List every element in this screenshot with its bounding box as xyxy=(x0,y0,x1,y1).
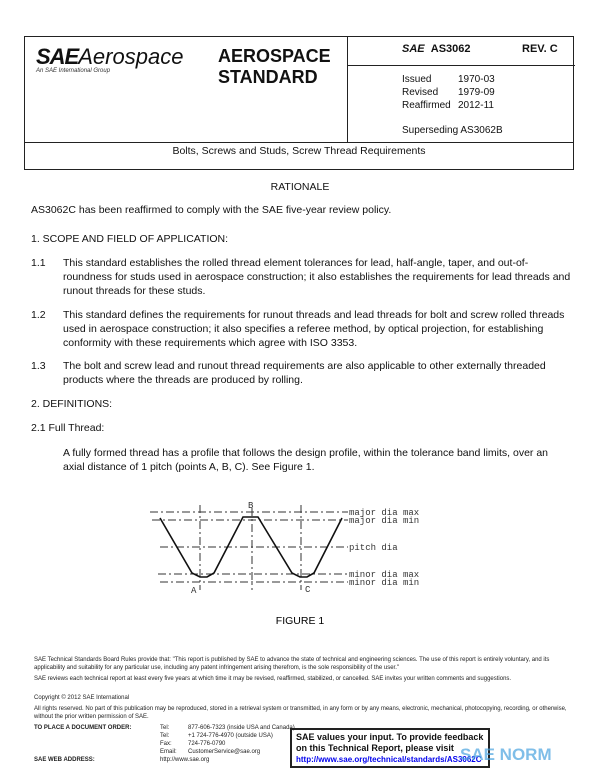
footer-rules: SAE Technical Standards Board Rules provide that: "This report is published by SAE to advance the state of technical and engineering sciences. The use of this report is entirely voluntary, and its applicability and suitability for any particular use, including any patent infringement arising therefrom, is the sole responsibility of the user." xyxy=(34,657,550,671)
logo-subtitle: An SAE International Group xyxy=(36,68,111,74)
document-type: AEROSPACE STANDARD xyxy=(218,46,331,87)
footer-rights: All rights reserved. No part of this publication may be reproduced, stored in a retrieval system or transmitted, in any form or by any means, electronic, mechanical, photocopying, recording, or otherwise, without the prior written permission of SAE. xyxy=(34,706,567,720)
rationale-heading: RATIONALE xyxy=(270,181,330,193)
clause-1-3: 1.3 The bolt and screw lead and runout thread requirements are also applicable to other externally threaded products where the threads are produced by rolling. xyxy=(31,360,546,386)
contact-list: Tel: 877-606-7323 (inside USA and Canada) Tel: +1 724-776-4970 (outside USA) Fax: 724-776-0790 Email: CustomerService@sae.org xyxy=(160,725,295,755)
label-minor-dia-max: minor dia max xyxy=(349,570,420,580)
clause-1-2: 1.2 This standard defines the requirements for runout threads and lead threads for bolt and screw rolled threads used in aerospace construction; it also specifies a referee method, by optical projection, for establishing conformity with these requirements which agree with ISO 3353. xyxy=(31,309,565,349)
rationale-text: AS3062C has been reaffirmed to comply with the SAE five-year review policy. xyxy=(31,204,392,216)
label-point-a: A xyxy=(191,586,197,596)
clause-1-1: 1.1 This standard establishes the rolled thread element tolerances for lead, half-angle, taper, and out-of-roundness for studs used in aerospace construction; it also establishes the requirements for lead threads and runout threads for these studs. xyxy=(31,257,571,297)
sae-norm-watermark: SAE NORM xyxy=(460,745,552,764)
feedback-box: SAE values your input. To provide feedback on this Technical Report, please visit http://www.sae.org/technical/standards/AS3062C xyxy=(290,728,490,768)
footer-copyright: Copyright © 2012 SAE International xyxy=(34,695,130,701)
sae-aerospace-logo: SAEAerospace xyxy=(36,44,184,69)
document-title: Bolts, Screws and Studs, Screw Thread Requirements xyxy=(172,145,426,157)
web-address[interactable]: http://www.sae.org xyxy=(160,757,210,763)
section-1-heading: 1. SCOPE AND FIELD OF APPLICATION: xyxy=(31,233,229,245)
clause-2-1-heading: 2.1 Full Thread: xyxy=(31,422,105,434)
figure-caption: FIGURE 1 xyxy=(275,615,325,627)
label-minor-dia-min: minor dia min xyxy=(349,578,420,588)
footer-review: SAE reviews each technical report at least every five years at which time it may be revised, reaffirmed, stabilized, or cancelled. SAE invites your written comments and suggestions. xyxy=(34,676,512,682)
clause-2-1-text: A fully formed thread has a profile that follows the design profile, within the tolerance band limits, over an axial distance of 1 pitch (points A, B, C). See Figure 1. xyxy=(63,447,549,473)
label-pitch-dia: pitch dia xyxy=(349,543,398,553)
label-major-dia-max: major dia max xyxy=(349,508,420,518)
feedback-link[interactable]: http://www.sae.org/technical/standards/AS3062C xyxy=(296,755,482,764)
thread-profile xyxy=(160,517,342,577)
order-label: TO PLACE A DOCUMENT ORDER: xyxy=(34,725,132,731)
date-info: Issued 1970-03 Revised 1979-09 Reaffirmed 2012-11 Superseding AS3062B xyxy=(402,74,503,136)
web-label: SAE WEB ADDRESS: xyxy=(34,757,95,763)
revision: REV. C xyxy=(522,43,558,55)
section-2-heading: 2. DEFINITIONS: xyxy=(31,398,113,410)
label-point-b: B xyxy=(248,501,254,511)
label-major-dia-min: major dia min xyxy=(349,516,420,526)
document-number: SAE AS3062 xyxy=(402,43,471,55)
label-point-c: C xyxy=(305,585,311,595)
